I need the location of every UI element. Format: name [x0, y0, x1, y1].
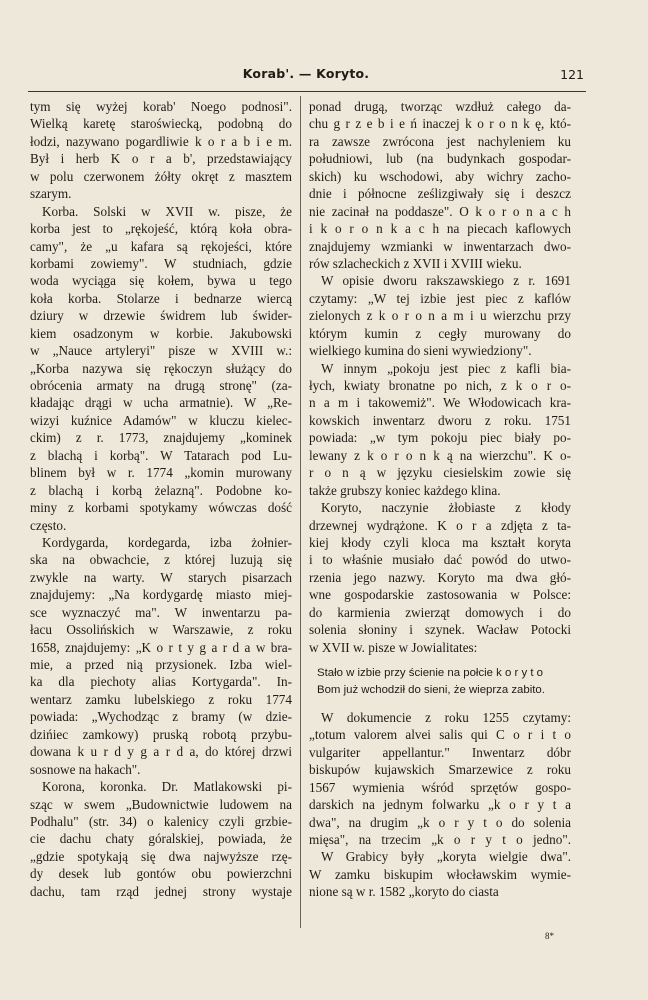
text-line: znajdujemy: „Na kordygardę miasto miej-: [30, 587, 292, 603]
text-line: i to właśnie musiało dać powód do utwo-: [309, 552, 571, 568]
text-line: rów szlacheckich z XVII i XVIII wieku.: [309, 255, 522, 271]
running-head: Korab'. — Koryto.: [242, 66, 370, 81]
text-line: blinem był w r. 1774 „komin murowany: [30, 465, 292, 481]
text-line: i k o r o n k a c h na piecach kaflowych: [309, 221, 571, 237]
text-line: łych, kwiaty bronatne po nich, z k o r o-: [309, 378, 571, 393]
text-line: ckim) z r. 1773, znajdujemy „kominek: [30, 430, 292, 446]
text-line: Podhalu" (str. 34) o kalenicy czyli grzbie-: [30, 813, 292, 829]
text-line: „gdzie spotykają się dwa najwyższe rzę-: [30, 848, 292, 864]
text-line: powiada: „w tym pokoju piec biały po-: [309, 430, 571, 446]
text-line: dziury w drzewie świdrem lub świder-: [30, 308, 292, 324]
text-line: szarym.: [30, 186, 72, 202]
text-line: Stało w izbie przy ścienie na połcie k o r y t o: [317, 667, 544, 679]
text-line: zielonych z k o r o n a m i u wierzchu przy: [309, 308, 571, 324]
page-header: [28, 66, 584, 90]
text-line: tym się wyżej korab' Noego podnosi".: [30, 99, 292, 114]
text-line: do karmienia zwierząt domowych i do: [309, 604, 571, 620]
text-line: dowana k u r d y g a r d a, do której drzwi: [30, 744, 292, 760]
text-line: rzenia jego nazwy. Koryto ma dwa głó-: [309, 569, 571, 585]
text-line: dnie i północne ześlizgiwały się i deszcz: [309, 186, 571, 202]
text-line: W Grabicy były „koryta wielgie dwa".: [321, 849, 571, 865]
text-line: którym kumin z cegły murowany do: [309, 325, 571, 341]
verse-quote: [309, 665, 571, 700]
text-line: n a m i takowemiż". We Włodowicach kra-: [309, 395, 571, 411]
text-line: mie, a przed nią przysionek. Izba wiel-: [30, 657, 292, 672]
text-line: vulgariter appellantur." Inwentarz dóbr: [309, 744, 571, 760]
text-line: obrócenia armaty na drugą stronę" (za-: [30, 378, 292, 393]
text-line: Koryto, naczynie żłobiaste z kłody: [321, 500, 571, 516]
text-line: nione są w r. 1582 „koryto do ciasta: [309, 884, 499, 900]
text-line: także grubszy koniec każdego klina.: [309, 482, 501, 498]
text-line: ra zawsze zwrócona jest nachyleniem ku: [309, 133, 571, 149]
text-line: znajdujemy wzmianki w inwentarzach dwo-: [309, 238, 571, 254]
text-line: dachu, tam rząd jednej strony wystaje: [30, 883, 292, 899]
right-column-bottom: [309, 709, 571, 901]
text-line: „totum valorem alvei salis qui C o r i t o: [309, 727, 571, 743]
text-line: Kordygarda, kordegarda, izba żołnier-: [42, 534, 292, 550]
signature-mark: 8*: [545, 931, 554, 941]
text-line: dwa", na drugim „k o r y t o do solenia: [309, 814, 571, 830]
text-line: łodzi, nazywano pogardliwie k o r a b i e m.: [30, 133, 292, 149]
text-line: wentarz zamku lubelskiego z roku 1774: [30, 691, 292, 707]
text-line: W innym „pokoju jest piec z kafli bia-: [321, 360, 571, 376]
text-line: Był i herb K o r a b', przedstawiający: [30, 151, 292, 167]
text-line: kiej kłody czyli kloca ma kształt koryta: [309, 534, 571, 550]
text-line: „Korba nazywa się rękoczyn służący do: [30, 360, 292, 376]
text-line: woda wyciąga się kołem, bywa u tego: [30, 273, 292, 289]
text-line: kiem osadzonym w korbie. Jakubowski: [30, 325, 292, 341]
text-line: kowskich inwentarz dworu z roku. 1751: [309, 412, 571, 428]
text-line: Korona, koronka. Dr. Matlakowski pi-: [42, 779, 292, 795]
text-line: ka dla piechoty alias Kortygarda". In-: [30, 674, 292, 690]
right-column: [309, 98, 571, 901]
text-line: W dokumencie z roku 1255 czytamy:: [321, 709, 571, 725]
text-line: wizyi kuźnice Adamów" w kluczu kielec-: [30, 412, 292, 428]
text-line: południowi, lub (na budynkach gospodar-: [309, 151, 571, 167]
text-line: wielkiego kumina do sieni wywiedziony".: [309, 343, 532, 359]
text-line: drzewnej wydrążone. K o r a zdjęta z ta-: [309, 517, 571, 533]
text-line: z blachą i korbą żelazną". Podobne ko-: [30, 482, 292, 498]
text-line: w polu czerwonem żółty okręt z masztem: [30, 168, 292, 184]
text-line: korbami zowiemy". W studniach, gdzie: [30, 255, 292, 271]
text-line: Korba. Solski w XVII w. pisze, że: [42, 203, 292, 219]
text-line: koła korba. Stolarze i bednarze wiercą: [30, 290, 292, 306]
text-line: czytamy: „W tej izbie jest piec z kaflów: [309, 290, 571, 306]
text-line: z blachą i korbą". W Tatarach pod Lu-: [30, 447, 292, 463]
text-line: sosnowe na hakach".: [30, 761, 141, 777]
text-line: Bom już wchodził do sieni, że wieprza zabito.: [317, 684, 545, 697]
text-line: ska na obwachcie, z której luzują się: [30, 552, 292, 568]
column-divider: [300, 96, 301, 928]
text-line: w „Nauce artyleryi" pisze w XVIII w.:: [30, 343, 292, 359]
text-line: lewany z k o r o n k ą na wierzchu". K o-: [309, 447, 571, 463]
text-line: kładając drągi w ucha armatnie). W „Re-: [30, 395, 292, 411]
header-rule: [28, 91, 586, 92]
text-line: 1567 wymienia wśród sprzętów gospo-: [309, 779, 571, 795]
text-line: 1658, znajdujemy: „K o r t y g a r d a w bra-: [30, 639, 292, 655]
text-line: darskich na jednym folwarku „k o r y t a: [309, 797, 571, 813]
text-line: miny z korbami spotykamy wówczas dość: [30, 500, 292, 516]
text-line: r o n ą w języku ciesielskim zowie się: [309, 465, 571, 481]
text-line: w XVII w. pisze w Jowialitates:: [309, 639, 478, 655]
text-line: zwykle na warty. W starych pisarzach: [30, 569, 292, 585]
text-line: powiada: „Wychodząc z bramy (w dzie-: [30, 709, 292, 725]
text-line: skich) ku wschodowi, aby wichry zacho-: [309, 168, 571, 184]
text-line: nie zacinał na poddasze". O k o r o n a c h: [309, 203, 571, 219]
text-line: dzińiec zamkowy) pruską robotą przybu-: [30, 726, 292, 742]
text-line: mięsa", na trzecim „k o r y t o jedno".: [309, 831, 571, 847]
text-line: Wielką karetę staroświecką, podobną do: [30, 116, 292, 132]
text-line: ponad drugą, tworząc wzdłuż całego da-: [309, 99, 571, 114]
text-line: sce wyznaczyć ma". W inwentarzu pa-: [30, 604, 292, 620]
text-line: biskupów kujawskich Smarzewice z roku: [309, 762, 571, 778]
text-line: często.: [30, 517, 67, 533]
text-line: W zamku biskupim włocławskim wymie-: [309, 866, 571, 882]
page-number: 121: [560, 67, 584, 82]
text-line: dy desek lub gontów obu powierzchni: [30, 866, 292, 882]
text-line: korba jest to „rękojeść, którą koła obra-: [30, 221, 292, 237]
text-line: wne gospodarskie zastosowania w Polsce:: [309, 587, 571, 603]
text-line: sząc w swem „Budownictwie ludowem na: [30, 796, 292, 812]
left-column: [30, 98, 292, 900]
text-line: W opisie dworu rakszawskiego z r. 1691: [321, 273, 571, 289]
text-line: łacu Ossolińskich w Warszawie, z roku: [30, 622, 292, 638]
right-column-top: [309, 98, 571, 656]
text-line: camy", że „u kafara są rękojeści, które: [30, 238, 292, 254]
text-line: solenia słoniny i szynek. Wacław Potocki: [309, 622, 571, 638]
text-line: cie dachu chaty góralskiej, powiada, że: [30, 831, 292, 847]
text-line: chu g r z e b i e ń inaczej k o r o n k ę, któ-: [309, 116, 571, 132]
